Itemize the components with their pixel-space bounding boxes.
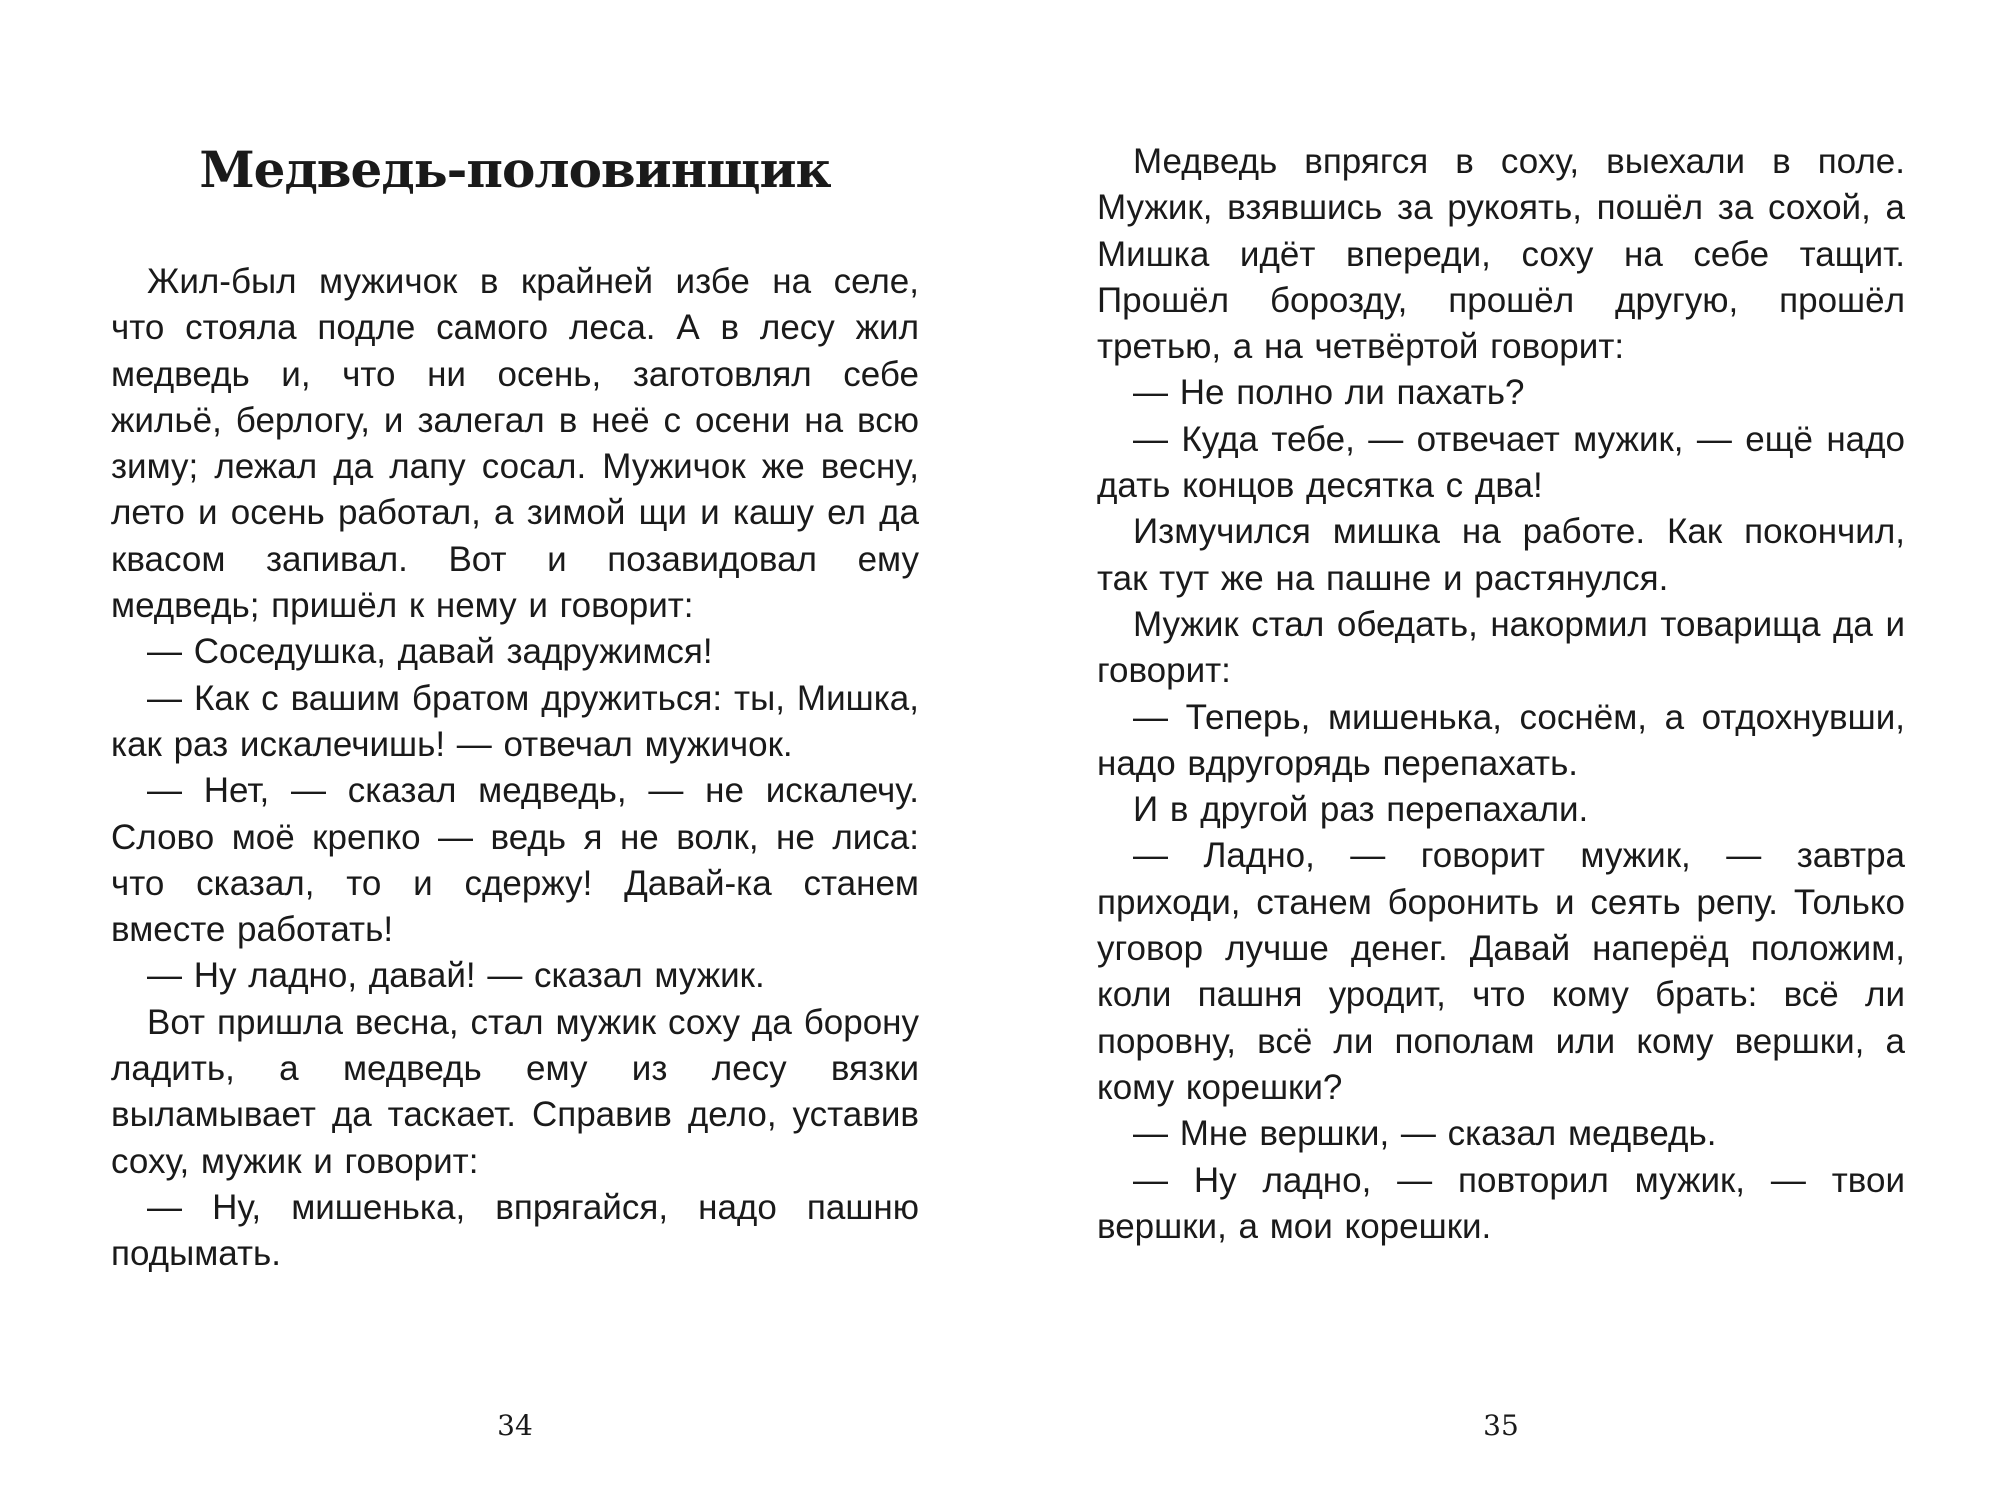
- paragraph: — Ну ладно, давай! — сказал мужик.: [147, 956, 765, 996]
- paragraph: — Куда тебе, — отвечает мужик, — ещё надо дать концов десятка с два!: [1097, 419, 1905, 506]
- left-page: [111, 0, 919, 1500]
- paragraph: — Теперь, мишенька, соснём, а отдохнувши, надо вдругорядь перепахать.: [1097, 697, 1905, 783]
- right-page: [1097, 0, 1905, 1500]
- right-page-text: [1097, 139, 1905, 1250]
- page-number-left: 34: [497, 1409, 533, 1442]
- paragraph: — Нет, — сказал медведь, — не искалечу. Слово моё крепко — ведь я не волк, не лиса: что сказал, то и сдержу! Давай-ка станем вместе работать!: [111, 771, 919, 950]
- left-page-text: [111, 259, 919, 1278]
- paragraph: Мужик стал обедать, накормил товарища да и говорит:: [1097, 604, 1905, 691]
- paragraph: — Как с вашим братом дружиться: ты, Мишка, как раз искалечишь! — отвечал мужичок.: [111, 678, 919, 764]
- paragraph: Медведь впрягся в соху, выехали в поле. Мужик, взявшись за рукоять, пошёл за сохой, а Мишка идёт впереди, соху на себе тащит. Прошёл борозду, прошёл другую, прошёл третью, а на четвёртой говорит:: [1097, 142, 1905, 367]
- paragraph: — Ну, мишенька, впрягайся, надо пашню подымать.: [111, 1187, 919, 1274]
- paragraph: — Ладно, — говорит мужик, — завтра приходи, станем боронить и сеять репу. Только уговор лучше денег. Давай наперёд положим, коли пашня уродит, что кому брать: всё ли поровну, всё ли пополам или кому вершки, а кому корешки?: [1097, 836, 1905, 1107]
- paragraph: Вот пришла весна, стал мужик соху да борону ладить, а медведь ему из лесу вязки выламывает да таскает. Справив дело, уставив соху, мужик и говорит:: [111, 1002, 919, 1181]
- paragraph: И в другой раз перепахали.: [1133, 790, 1589, 830]
- paragraph: Измучился мишка на работе. Как покончил, так тут же на пашне и растянулся.: [1097, 512, 1905, 598]
- page-number-right: 35: [1483, 1409, 1519, 1442]
- paragraph: — Соседушка, давай задружимся!: [147, 632, 713, 672]
- story-title: Медведь-половинщик: [199, 140, 831, 199]
- paragraph: — Ну ладно, — повторил мужик, — твои вершки, а мои корешки.: [1097, 1160, 1905, 1246]
- paragraph: Жил-был мужичок в крайней избе на селе, что стояла подле самого леса. А в лесу жил медведь и, что ни осень, заготовлял себе жильё, берлогу, и залегал в неё с осени на всю зиму; лежал да лапу сосал. Мужичок же весну, лето и осень работал, а зимой щи и кашу ел да квасом запивал. Вот и позавидовал ему медведь; пришёл к нему и говорит:: [111, 262, 919, 626]
- paragraph: — Мне вершки, — сказал медведь.: [1133, 1114, 1717, 1154]
- paragraph: — Не полно ли пахать?: [1133, 373, 1525, 413]
